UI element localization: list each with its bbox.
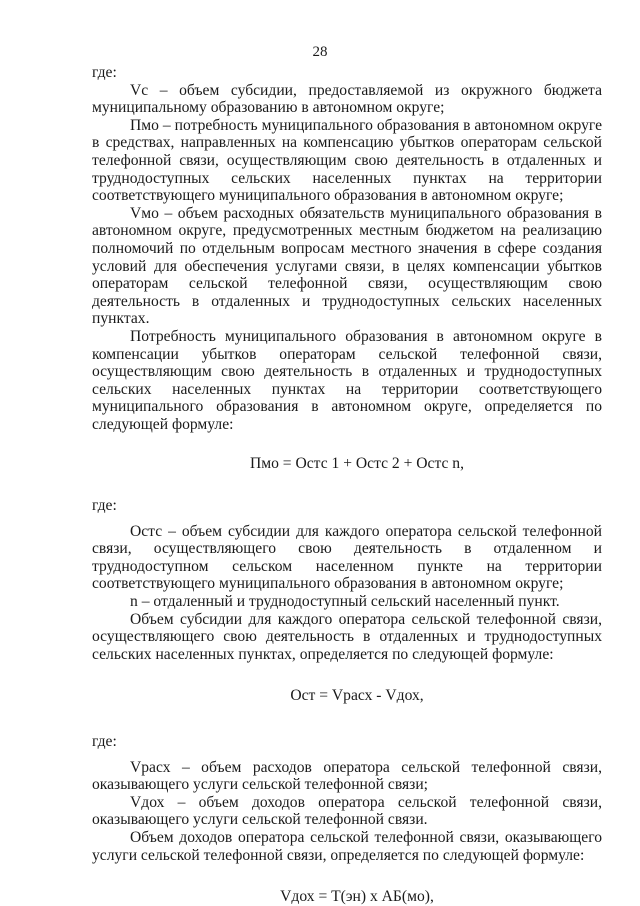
definition-vrash: Vрасх – объем расходов оператора сельской телефонной связи, оказывающего услуги сельской телефонной связи;: [92, 758, 602, 794]
where-label: где:: [92, 733, 117, 750]
definition-ostc: Остс – объем субсидии для каждого оператора сельской телефонной связи, осуществляющего свою деятельность в отдаленном и труднодоступном сельском населенном пункте на территории соответствующего муниципального образования в автономном округе;: [92, 522, 602, 593]
page-number: 28: [312, 44, 328, 60]
where-label: где:: [92, 64, 117, 81]
volume-paragraph: Объем субсидии для каждого оператора сельской телефонной связи, осуществляющего свою деятельность в отдаленных и труднодоступных сельских населенных пунктах, определяется по следующей формуле:: [92, 610, 602, 663]
definition-pmo: Пмо – потребность муниципального образования в автономном округе в средствах, направленных на компенсацию убытков операторам сельской телефонной связи, осуществляющим свою деятельность в отдаленных и труднодоступных сельских населенных пунктах на территории соответствующего муниципального образования в автономном округе;: [92, 116, 602, 205]
formula-ost: Ост = Vрасх - Vдох,: [290, 687, 424, 705]
income-paragraph: Объем доходов оператора сельской телефонной связи, оказывающего услуги сельской телефонной связи, определяется по следующей формуле:: [92, 828, 602, 864]
definition-vdoh: Vдох – объем доходов оператора сельской телефонной связи, оказывающего услуги сельской телефонной связи.: [92, 793, 602, 829]
definition-n: n – отдаленный и труднодоступный сельский населенный пункт.: [130, 593, 560, 611]
where-label: где:: [92, 497, 117, 515]
definition-vmo: Vмо – объем расходных обязательств муниципального образования в автономном округе, предусмотренных местным бюджетом на реализацию полномочий по отдельным вопросам местного значения в сфере создания условий для обеспечения услугами связи, в целях компенсации убытков операторам сельской телефонной связи, осуществляющим свою деятельность в отдаленных и труднодоступных сельских населенных пунктах.: [92, 204, 602, 328]
need-paragraph: Потребность муниципального образования в автономном округе в компенсации убытков операторам сельской телефонной связи, осуществляющим свою деятельность в отдаленных и труднодоступных сельских населенных пунктах на территории соответствующего муниципального образования в автономном округе, определяется по следующей формуле:: [92, 327, 602, 433]
definition-vc: Vc – объем субсидии, предоставляемой из окружного бюджета муниципальному образованию в автономном округе;: [92, 81, 602, 117]
formula-vdoh: Vдох = Т(эн) х АБ(мо),: [280, 888, 434, 906]
document-body: [92, 64, 602, 906]
formula-pmo: Пмо = Остс 1 + Остс 2 + Остс n,: [249, 455, 464, 473]
